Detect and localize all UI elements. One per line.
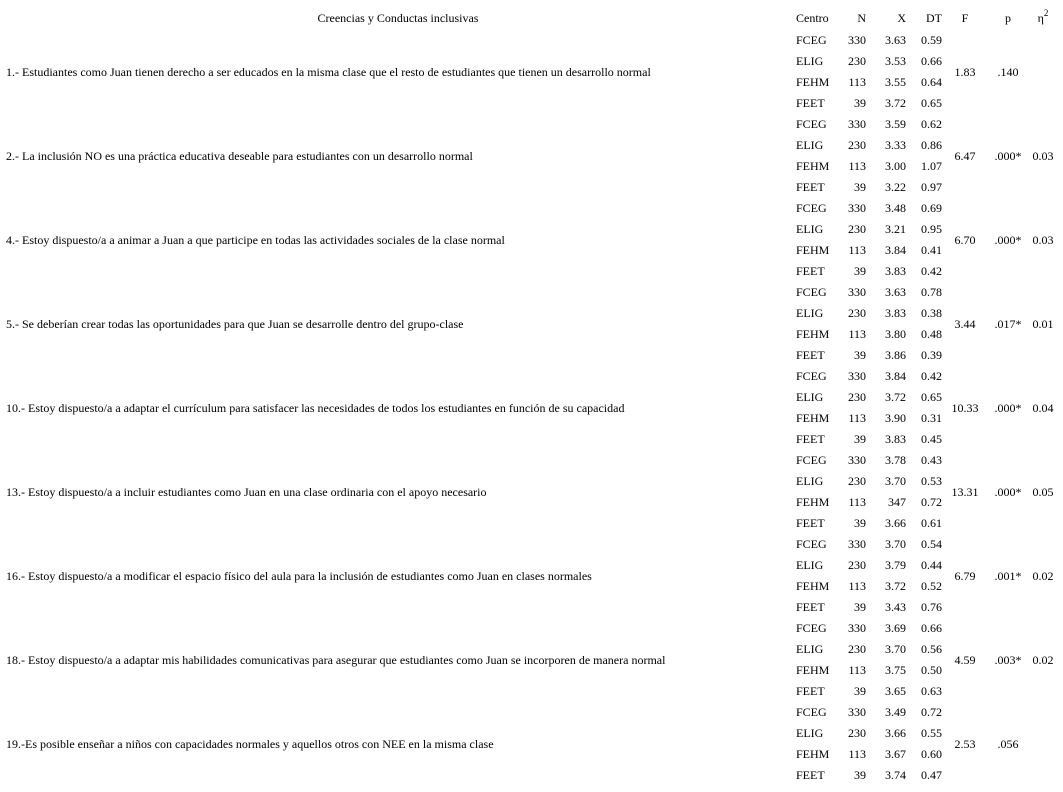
f-cell: 6.70 [954, 232, 976, 247]
centro-cell: ELIG [796, 222, 824, 236]
centro-cell: FEHM [796, 663, 830, 677]
sd-cell: 0.45 [921, 432, 942, 446]
eta-cell: 0.02 [1032, 568, 1054, 583]
sd-cell: 0.72 [921, 705, 942, 719]
n-cell: 230 [848, 222, 866, 236]
item-text: 4.- Estoy dispuesto/a a animar a Juan a que participe en todas las actividades sociales de la clase normal [6, 232, 505, 247]
p-cell: .056 [997, 736, 1019, 751]
f-cell: 13.31 [951, 484, 979, 499]
mean-cell: 3.59 [885, 117, 906, 131]
table-row [6, 282, 1056, 303]
sd-cell: 0.42 [921, 369, 942, 383]
mean-cell: 3.63 [885, 33, 906, 47]
eta-cell: 0.04 [1032, 400, 1054, 415]
sd-cell: 0.60 [921, 747, 942, 761]
sd-cell: 0.47 [921, 768, 942, 782]
sd-cell: 0.86 [921, 138, 942, 152]
centro-cell: FEHM [796, 243, 830, 257]
f-cell: 6.79 [954, 568, 976, 583]
mean-cell: 3.70 [885, 537, 906, 551]
centro-cell: FCEG [796, 117, 827, 131]
mean-cell: 3.86 [885, 348, 906, 362]
centro-cell: FCEG [796, 285, 827, 299]
f-cell: 3.44 [954, 316, 976, 331]
sd-cell: 0.42 [921, 264, 942, 278]
item-text: 1.- Estudiantes como Juan tienen derecho a ser educados en la misma clase que el resto de estudiantes que tienen un desarrollo normal [6, 64, 651, 79]
centro-cell: ELIG [796, 558, 824, 572]
mean-cell: 3.72 [885, 390, 906, 404]
n-cell: 330 [848, 537, 866, 551]
sd-cell: 0.53 [921, 474, 942, 488]
centro-cell: FEET [796, 180, 825, 194]
mean-cell: 3.63 [885, 285, 906, 299]
n-cell: 113 [848, 327, 866, 341]
sd-cell: 0.52 [921, 579, 942, 593]
sd-cell: 0.78 [921, 285, 942, 299]
mean-cell: 3.83 [885, 264, 906, 278]
item-text: 19.-Es posible enseñar a niños con capacidades normales y aquellos otros con NEE en la misma clase [6, 736, 494, 751]
p-cell: .003* [994, 652, 1022, 667]
sd-cell: 0.31 [921, 411, 942, 425]
header-n: N [857, 11, 866, 25]
eta-cell: 0.03 [1032, 232, 1054, 247]
mean-cell: 3.48 [885, 201, 906, 215]
item-text: 2.- La inclusión NO es una práctica educativa deseable para estudiantes con un desarrollo normal [6, 148, 473, 163]
n-cell: 39 [854, 180, 866, 194]
sd-cell: 0.62 [921, 117, 942, 131]
p-cell: .001* [994, 568, 1022, 583]
mean-cell: 3.65 [885, 684, 906, 698]
n-cell: 39 [854, 432, 866, 446]
centro-cell: FEET [796, 516, 825, 530]
n-cell: 39 [854, 516, 866, 530]
mean-cell: 3.72 [885, 96, 906, 110]
n-cell: 230 [848, 306, 866, 320]
p-cell: .140 [997, 64, 1019, 79]
mean-cell: 3.75 [885, 663, 906, 677]
item-text: 10.- Estoy dispuesto/a a adaptar el currículum para satisfacer las necesidades de todos los estudiantes en función de su capacidad [6, 400, 625, 415]
eta-cell [1030, 702, 1056, 786]
eta-cell: 0.05 [1032, 484, 1054, 499]
centro-cell: FEHM [796, 159, 830, 173]
centro-cell: FEET [796, 684, 825, 698]
sd-cell: 0.59 [921, 33, 942, 47]
mean-cell: 3.78 [885, 453, 906, 467]
n-cell: 113 [848, 663, 866, 677]
n-cell: 330 [848, 369, 866, 383]
mean-cell: 3.79 [885, 558, 906, 572]
centro-cell: FCEG [796, 621, 827, 635]
n-cell: 230 [848, 474, 866, 488]
centro-cell: FCEG [796, 33, 827, 47]
n-cell: 113 [848, 411, 866, 425]
table-row [6, 702, 1056, 723]
header-row [6, 6, 1056, 30]
table-body [6, 30, 1056, 786]
mean-cell: 3.55 [885, 75, 906, 89]
centro-cell: ELIG [796, 390, 824, 404]
header-p: p [1005, 11, 1011, 25]
mean-cell: 3.80 [885, 327, 906, 341]
mean-cell: 3.66 [885, 726, 906, 740]
mean-cell: 3.74 [885, 768, 906, 782]
n-cell: 39 [854, 264, 866, 278]
sd-cell: 0.55 [921, 726, 942, 740]
n-cell: 230 [848, 726, 866, 740]
table-row [6, 198, 1056, 219]
n-cell: 230 [848, 54, 866, 68]
sd-cell: 0.95 [921, 222, 942, 236]
sd-cell: 0.65 [921, 390, 942, 404]
mean-cell: 3.70 [885, 474, 906, 488]
sd-cell: 0.76 [921, 600, 942, 614]
mean-cell: 3.43 [885, 600, 906, 614]
centro-cell: ELIG [796, 474, 824, 488]
sd-cell: 0.38 [921, 306, 942, 320]
sd-cell: 1.07 [921, 159, 942, 173]
p-cell: .000* [994, 484, 1022, 499]
sd-cell: 0.43 [921, 453, 942, 467]
header-f: F [961, 11, 969, 25]
n-cell: 230 [848, 138, 866, 152]
sd-cell: 0.48 [921, 327, 942, 341]
table-row [6, 534, 1056, 555]
mean-cell: 3.53 [885, 54, 906, 68]
item-text: 5.- Se deberían crear todas las oportunidades para que Juan se desarrolle dentro del grupo-clase [6, 316, 464, 331]
header-x: X [897, 11, 906, 25]
centro-cell: FCEG [796, 369, 827, 383]
centro-cell: FCEG [796, 201, 827, 215]
sd-cell: 0.64 [921, 75, 942, 89]
results-table [6, 6, 1056, 786]
sd-cell: 0.44 [921, 558, 942, 572]
eta-cell: 0.03 [1032, 148, 1054, 163]
n-cell: 113 [848, 579, 866, 593]
sd-cell: 0.63 [921, 684, 942, 698]
n-cell: 113 [848, 495, 866, 509]
mean-cell: 3.90 [885, 411, 906, 425]
centro-cell: ELIG [796, 306, 824, 320]
n-cell: 39 [854, 348, 866, 362]
mean-cell: 3.33 [885, 138, 906, 152]
header-centro: Centro [796, 11, 829, 25]
centro-cell: FEET [796, 600, 825, 614]
n-cell: 330 [848, 33, 866, 47]
n-cell: 330 [848, 285, 866, 299]
p-cell: .000* [994, 232, 1022, 247]
n-cell: 330 [848, 705, 866, 719]
eta-cell: 0.02 [1032, 652, 1054, 667]
mean-cell: 3.84 [885, 369, 906, 383]
centro-cell: ELIG [796, 642, 824, 656]
f-cell: 1.83 [954, 64, 976, 79]
mean-cell: 3.66 [885, 516, 906, 530]
mean-cell: 3.21 [885, 222, 906, 236]
sd-cell: 0.66 [921, 621, 942, 635]
n-cell: 39 [854, 684, 866, 698]
centro-cell: FCEG [796, 705, 827, 719]
centro-cell: FCEG [796, 453, 827, 467]
f-cell: 6.47 [954, 148, 976, 163]
centro-cell: FEET [796, 264, 825, 278]
n-cell: 39 [854, 96, 866, 110]
centro-cell: FEHM [796, 747, 830, 761]
n-cell: 39 [854, 600, 866, 614]
centro-cell: FEET [796, 348, 825, 362]
n-cell: 330 [848, 201, 866, 215]
table-row [6, 114, 1056, 135]
n-cell: 230 [848, 642, 866, 656]
mean-cell: 3.69 [885, 621, 906, 635]
n-cell: 230 [848, 390, 866, 404]
sd-cell: 0.61 [921, 516, 942, 530]
table-row [6, 30, 1056, 51]
centro-cell: ELIG [796, 726, 824, 740]
centro-cell: FEHM [796, 495, 830, 509]
sd-cell: 0.50 [921, 663, 942, 677]
item-text: 16.- Estoy dispuesto/a a modificar el espacio físico del aula para la inclusión de estudiantes como Juan en clases normales [6, 568, 592, 583]
header-item: Creencias y Conductas inclusivas [317, 11, 479, 25]
n-cell: 230 [848, 558, 866, 572]
n-cell: 330 [848, 621, 866, 635]
item-text: 18.- Estoy dispuesto/a a adaptar mis habilidades comunicativas para asegurar que estudiantes como Juan se incorporen de manera normal [6, 652, 666, 667]
centro-cell: ELIG [796, 54, 824, 68]
n-cell: 330 [848, 117, 866, 131]
sd-cell: 0.72 [921, 495, 942, 509]
sd-cell: 0.56 [921, 642, 942, 656]
n-cell: 113 [848, 243, 866, 257]
n-cell: 330 [848, 453, 866, 467]
f-cell: 4.59 [954, 652, 976, 667]
eta-cell [1030, 30, 1056, 114]
n-cell: 113 [848, 75, 866, 89]
centro-cell: FEET [796, 96, 825, 110]
centro-cell: FEHM [796, 327, 830, 341]
mean-cell: 3.83 [885, 432, 906, 446]
header-eta-sup: 2 [1043, 8, 1049, 18]
eta-cell: 0.01 [1032, 316, 1054, 331]
centro-cell: FCEG [796, 537, 827, 551]
p-cell: .017* [994, 316, 1022, 331]
centro-cell: FEHM [796, 411, 830, 425]
header-eta-base: η [1037, 11, 1044, 25]
f-cell: 10.33 [951, 400, 979, 415]
f-cell: 2.53 [954, 736, 976, 751]
sd-cell: 0.54 [921, 537, 942, 551]
centro-cell: FEHM [796, 579, 830, 593]
header-dt: DT [926, 11, 942, 25]
centro-cell: FEET [796, 432, 825, 446]
header-eta [1030, 6, 1056, 30]
sd-cell: 0.41 [921, 243, 942, 257]
table-row [6, 618, 1056, 639]
table-row [6, 366, 1056, 387]
n-cell: 113 [848, 747, 866, 761]
sd-cell: 0.65 [921, 96, 942, 110]
mean-cell: 3.70 [885, 642, 906, 656]
table-row [6, 450, 1056, 471]
item-text: 13.- Estoy dispuesto/a a incluir estudiantes como Juan en una clase ordinaria con el apoyo necesario [6, 484, 487, 499]
mean-cell: 3.84 [885, 243, 906, 257]
sd-cell: 0.66 [921, 54, 942, 68]
mean-cell: 3.72 [885, 579, 906, 593]
p-cell: .000* [994, 148, 1022, 163]
mean-cell: 3.22 [885, 180, 906, 194]
centro-cell: FEHM [796, 75, 830, 89]
centro-cell: ELIG [796, 138, 824, 152]
p-cell: .000* [994, 400, 1022, 415]
mean-cell: 3.67 [885, 747, 906, 761]
sd-cell: 0.69 [921, 201, 942, 215]
sd-cell: 0.39 [921, 348, 942, 362]
mean-cell: 347 [888, 495, 906, 509]
centro-cell: FEET [796, 768, 825, 782]
mean-cell: 3.49 [885, 705, 906, 719]
mean-cell: 3.83 [885, 306, 906, 320]
sd-cell: 0.97 [921, 180, 942, 194]
n-cell: 39 [854, 768, 866, 782]
mean-cell: 3.00 [885, 159, 906, 173]
n-cell: 113 [848, 159, 866, 173]
